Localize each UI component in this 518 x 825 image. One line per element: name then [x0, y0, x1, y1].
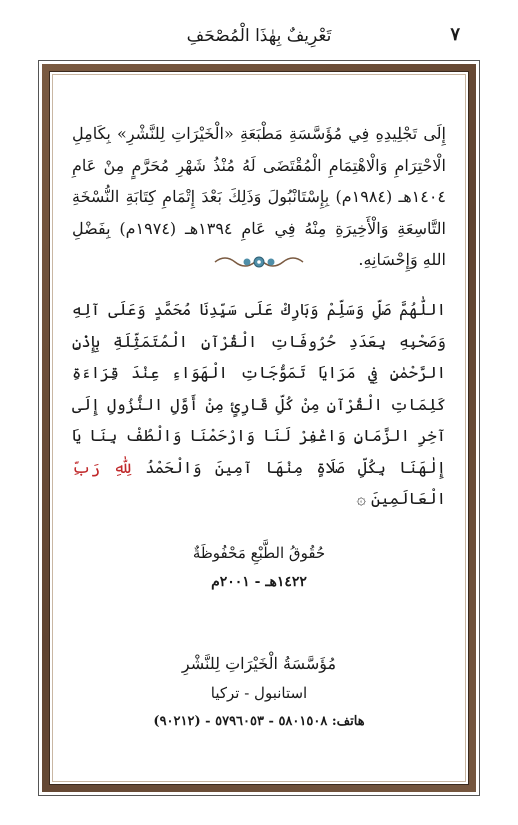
text-area: [49, 71, 469, 785]
intro-paragraph: إِلَى تَجْلِيدِهِ فِي مُؤَسَّسَةِ مَطْبَعَةِ «الْخَيْرَاتِ لِلنَّشْرِ» بِكَامِلِ الْاحْتِرَامِ وَالْاهْتِمَامِ الْمُقْتَضَى لَهُ مُنْذُ شَهْرِ مُحَرَّمٍ مِنْ عَامِ ١٤٠٤هـ (١٩٨٤م) بِإِسْتَانْبُولَ وَذَلِكَ بَعْدَ إِتْمَامِ كِتَابَةِ النُّسْخَةِ التَّاسِعَةِ وَالْأَخِيرَةِ مِنْهُ فِي عَامِ ١٣٩٤هـ (١٩٧٤م) بِفَضْلِ اللهِ وَإِحْسَانِهِ.: [72, 124, 447, 269]
publisher-city: استانبول - تركيا: [210, 684, 308, 702]
frame-border-band: [42, 64, 476, 792]
prayer-ending: الْعَالَمِينَ ۞: [356, 489, 446, 508]
prayer-paragraph: [72, 294, 446, 515]
highlighted-phrase: لِلّٰهِ رَبِّ: [72, 457, 133, 477]
publisher-name: مُؤَسَّسَةُ الْخَيْرَاتِ لِلنَّشْرِ: [181, 654, 337, 673]
prayer-text: اللّٰهُمَّ صَلِّ وَسَلِّمْ وَبَارِكْ عَلَى سَيِّدِنَا مُحَمَّدٍ وَعَلَى آلِهِ وَصَحْبِهِ بِعَدَدِ حُرُوفَاتِ الْقُرْآنِ الْمُتَمَثِّلَةِ بِإِذْنِ الرَّحْمٰنِ فِي مَرَايَا تَمَوُّجَاتِ الْهَوَاءِ عِنْدَ قِرَاءَةِ كَلِمَاتِ الْقُرْآنِ مِنْ كُلِّ قَارِئٍ مِنْ أَوَّلِ النُّزُولِ إِلَى آخِرِ الزَّمَانِ وَاغْفِرْ لَنَا وَارْحَمْنَا وَالْطُفْ بِنَا يَا إِلٰهَنَا بِكُلِّ صَلَاةٍ مِنْهَا آمِينَ وَالْحَمْدُ: [72, 300, 446, 477]
copyright-title: حُقُوقُ الطَّبْعِ مَحْفُوظَةٌ: [192, 544, 326, 562]
page-number: ٧: [450, 24, 460, 45]
copyright-year: ١٤٢٢هـ - ٢٠٠١م: [211, 574, 307, 590]
running-title: تَعْرِيفٌ بِهٰذَا الْمُصْحَفِ: [186, 26, 332, 46]
running-head: [40, 22, 478, 52]
publisher-phone: هاتف: ٥٨٠١٥٠٨ - ٥٧٩٦٠٥٣ - (٩٠٢١٢): [153, 714, 365, 729]
floral-ornament-icon: [211, 252, 307, 272]
page-frame: [38, 60, 480, 796]
